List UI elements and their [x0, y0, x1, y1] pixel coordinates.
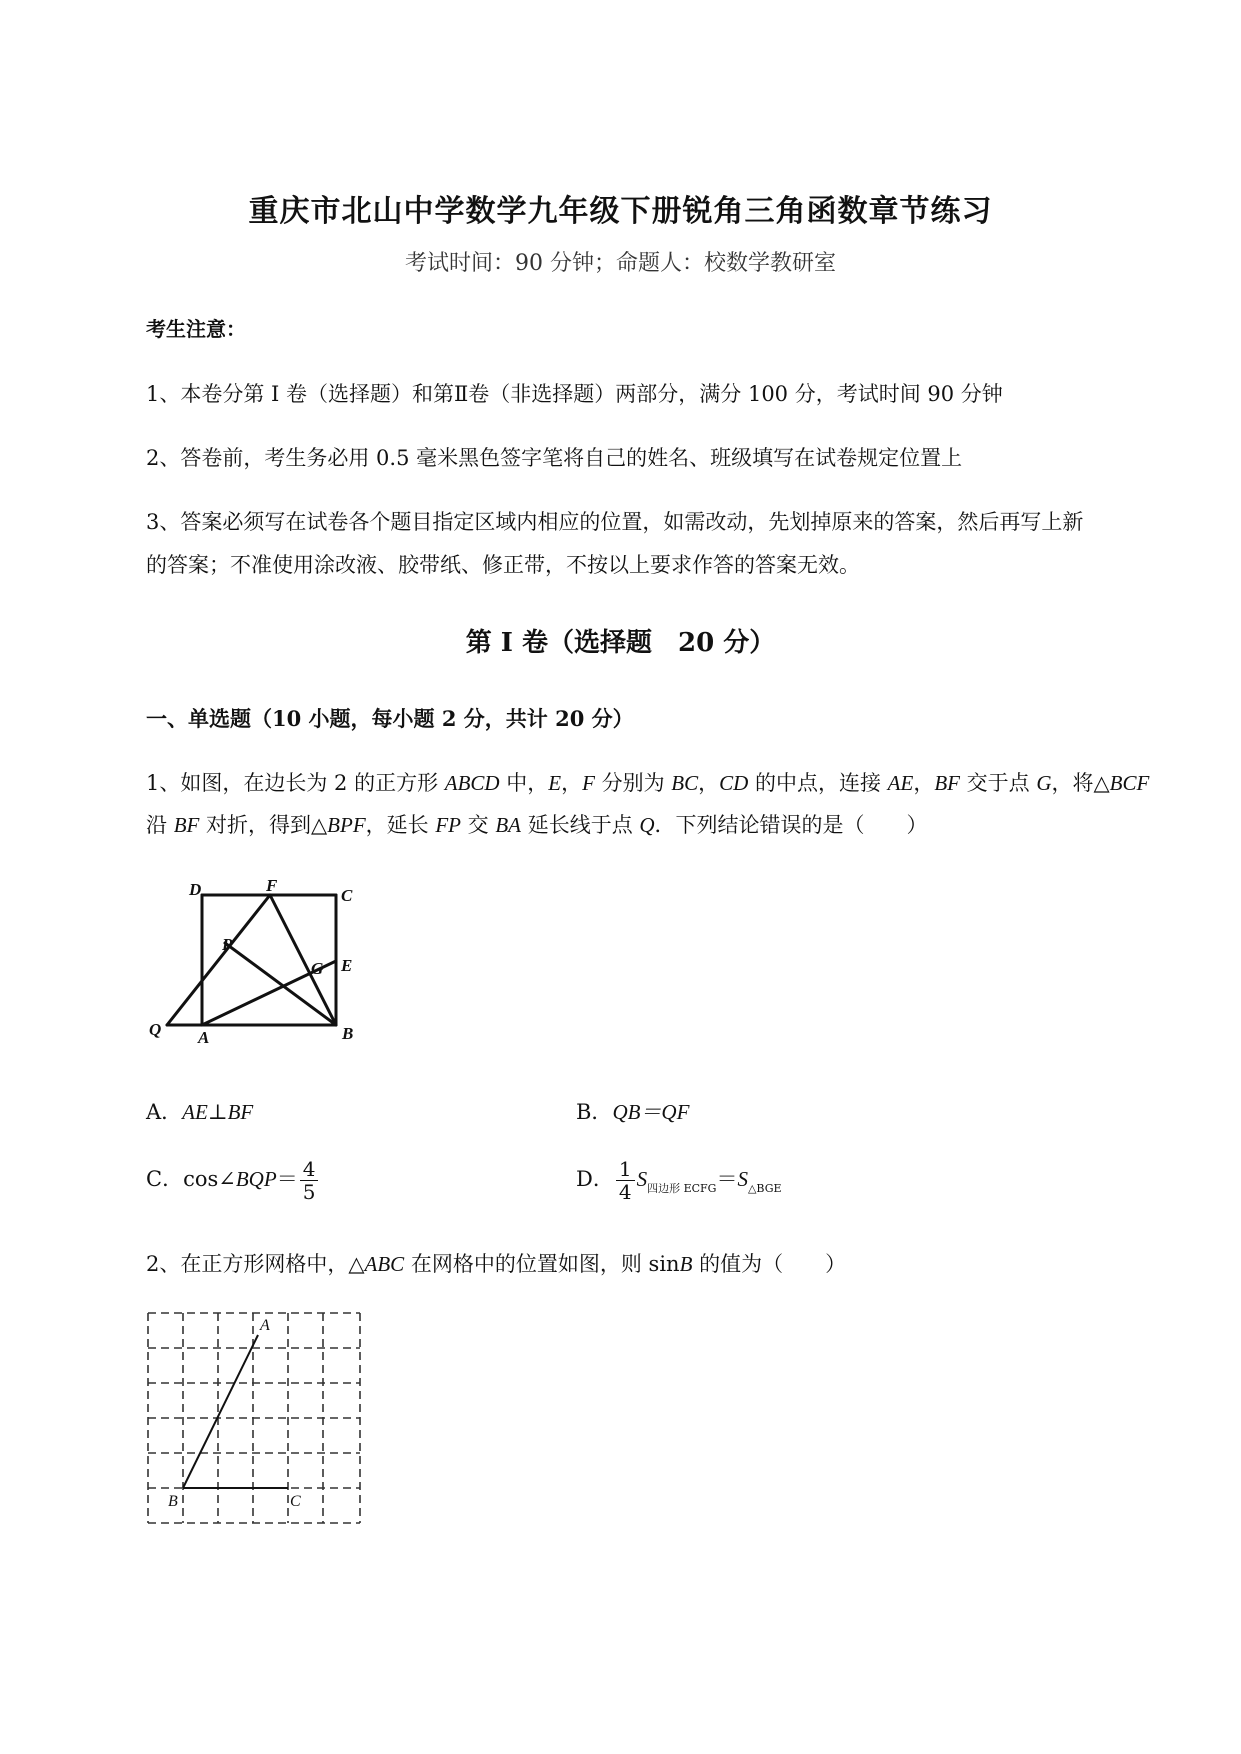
q1-option-c[interactable]: C．cos∠BQP＝ $\frac{4}{5}$: [146, 1158, 320, 1203]
segment-bf: [270, 895, 336, 1025]
label-c: C: [290, 1493, 301, 1510]
q1-option-d[interactable]: D． $\frac{1}{4}$ $S_{四边形 ECFG}=S_{\triangle BGE}$: [576, 1157, 782, 1204]
notice-item-3-cont: 的答案；不准使用涂改液、胶带纸、修正带，不按以上要求作答的答案无效。: [146, 553, 860, 577]
q1-option-a[interactable]: A．AE⊥BF: [146, 1100, 254, 1124]
notice-item-1: 1、本卷分第 I 卷（选择题）和第Ⅱ卷（非选择题）两部分，满分 100 分，考试时间 90 分钟: [146, 382, 1003, 406]
notice-item-3: 3、答案必须写在试卷各个题目指定区域内相应的位置，如需改动，先划掉原来的答案，然后再写上新: [146, 510, 1084, 534]
fraction-4-5: $\frac{4}{5}$: [300, 1158, 319, 1203]
label-g: G: [311, 959, 324, 978]
exam-info: 考试时间：90 分钟；命题人：校数学教研室: [405, 251, 836, 276]
segment-qf: [167, 895, 270, 1025]
label-b: B: [342, 1024, 354, 1043]
q1-stem-line1: 1、如图，在边长为 2 的正方形 ABCD 中，E，F 分别为 BC，CD 的中点，连接 AE，BF 交于点 G，将△BCF: [146, 771, 1150, 795]
q1-option-b[interactable]: B．QB＝QF: [576, 1100, 690, 1124]
page-title: 重庆市北山中学数学九年级下册锐角三角函数章节练习: [248, 194, 993, 229]
q2-stem: 2、在正方形网格中，△ABC 在网格中的位置如图，则 sinB 的值为（ ）: [146, 1252, 847, 1276]
label-p: P: [222, 935, 233, 954]
label-q: Q: [149, 1020, 162, 1039]
segment-ab: [183, 1335, 258, 1488]
q1-square-figure: [145, 878, 370, 1043]
segment-pb: [225, 943, 336, 1025]
part-heading: 一、单选题（10 小题，每小题 2 分，共计 20 分）: [146, 706, 634, 731]
notice-item-2: 2、答卷前，考生务必用 0.5 毫米黑色签字笔将自己的姓名、班级填写在试卷规定位置上: [146, 446, 963, 470]
label-a: A: [260, 1317, 270, 1334]
section-title: 第 I 卷（选择题 20 分）: [465, 628, 776, 658]
notice-heading: 考生注意：: [146, 317, 246, 341]
label-d: D: [189, 880, 202, 899]
label-f: F: [266, 878, 278, 895]
fraction-1-4: $\frac{1}{4}$: [616, 1158, 635, 1203]
label-e: E: [341, 956, 353, 975]
q2-grid-figure: [140, 1305, 370, 1525]
label-a: A: [198, 1028, 210, 1043]
label-b: B: [168, 1493, 178, 1510]
q1-stem-line2: 沿 BF 对折，得到△BPF，延长 FP 交 BA 延长线于点 Q．下列结论错误的是（ ）: [146, 813, 928, 837]
label-c: C: [341, 886, 353, 905]
